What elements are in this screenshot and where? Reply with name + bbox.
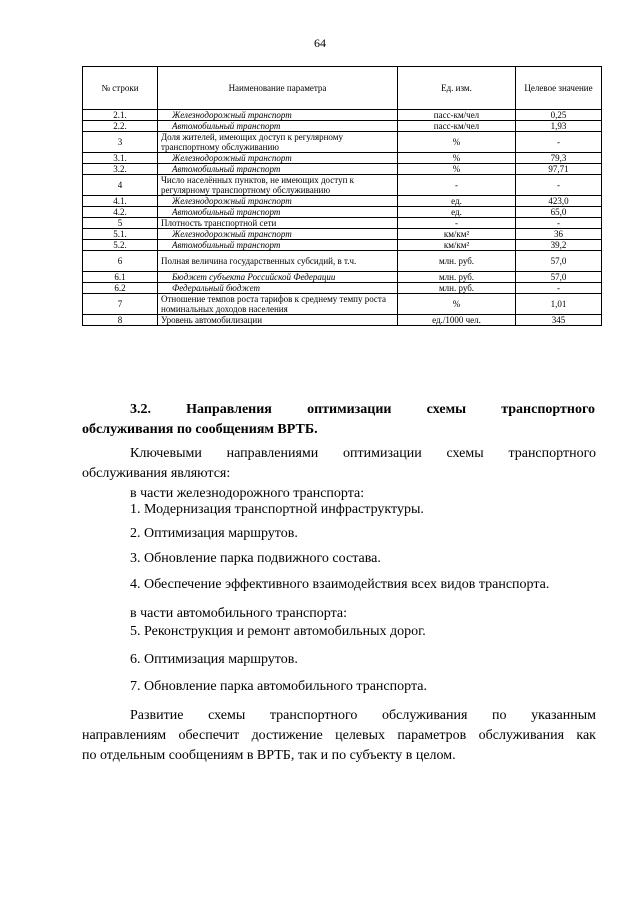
- table-header-row: [83, 67, 602, 110]
- word: схемы: [446, 446, 484, 461]
- parameter-name-cell: Отношение темпов роста тарифов к среднему темпу роста номинальных доходов населения: [158, 294, 398, 315]
- parameters-table: [82, 66, 602, 326]
- word: как: [576, 728, 596, 743]
- target-value-cell: 345: [516, 315, 602, 326]
- unit-cell: км/км²: [398, 229, 516, 240]
- parameter-name-cell: Полная величина государственных субсидий, в т.ч.: [158, 251, 398, 272]
- parameter-name-cell: Железнодорожный транспорт: [158, 110, 398, 121]
- unit-cell: пасс-км/чел: [398, 121, 516, 132]
- word: по: [492, 708, 507, 723]
- table-row: [83, 196, 602, 207]
- table-row: [83, 240, 602, 251]
- word: параметров: [397, 728, 467, 743]
- intro-paragraph: [82, 444, 596, 484]
- row-number-cell: 5.2.: [83, 240, 158, 251]
- parameter-name-cell: Уровень автомобилизации: [158, 315, 398, 326]
- word: схемы: [426, 402, 467, 417]
- row-number-cell: 3.2.: [83, 164, 158, 175]
- table-row: [83, 272, 602, 283]
- table-row: [83, 164, 602, 175]
- target-value-cell: 423,0: [516, 196, 602, 207]
- row-number-cell: 5.1.: [83, 229, 158, 240]
- intro-line2: обслуживания являются:: [82, 466, 231, 481]
- word: Развитие: [130, 708, 184, 723]
- word: схемы: [208, 708, 246, 723]
- row-number-cell: 4: [83, 175, 158, 196]
- row-number-cell: 4.1.: [83, 196, 158, 207]
- section-heading-line1: [130, 400, 595, 420]
- list-item-5: 5. Реконструкция и ремонт автомобильных дорог.: [130, 624, 426, 639]
- header-target-value: Целевое значение: [516, 67, 602, 110]
- parameter-name-cell: Железнодорожный транспорт: [158, 196, 398, 207]
- unit-cell: км/км²: [398, 240, 516, 251]
- list-item-2: 2. Оптимизация маршрутов.: [130, 526, 298, 541]
- unit-cell: ед./1000 чел.: [398, 315, 516, 326]
- unit-cell: -: [398, 218, 516, 229]
- parameter-name-cell: Железнодорожный транспорт: [158, 229, 398, 240]
- table-row: [83, 218, 602, 229]
- closing-line2: [82, 726, 596, 746]
- table-row: [83, 121, 602, 132]
- table-row: [83, 132, 602, 153]
- word: транспортного: [501, 402, 595, 417]
- row-number-cell: 3: [83, 132, 158, 153]
- parameter-name-cell: Федеральный бюджет: [158, 283, 398, 294]
- unit-cell: млн. руб.: [398, 283, 516, 294]
- unit-cell: %: [398, 294, 516, 315]
- target-value-cell: -: [516, 132, 602, 153]
- word: транспортного: [269, 708, 358, 723]
- table-row: [83, 283, 602, 294]
- table-row: [83, 315, 602, 326]
- section-heading-line2: обслуживания по сообщениям ВРТБ.: [82, 422, 318, 437]
- unit-cell: млн. руб.: [398, 251, 516, 272]
- target-value-cell: -: [516, 283, 602, 294]
- parameter-name-cell: Доля жителей, имеющих доступ к регулярному транспортному обслуживанию: [158, 132, 398, 153]
- target-value-cell: 1,93: [516, 121, 602, 132]
- row-number-cell: 6.2: [83, 283, 158, 294]
- unit-cell: пасс-км/чел: [398, 110, 516, 121]
- row-number-cell: 3.1.: [83, 153, 158, 164]
- word: обеспечит: [178, 728, 240, 743]
- target-value-cell: 0,25: [516, 110, 602, 121]
- rail-label: в части железнодорожного транспорта:: [130, 486, 365, 501]
- parameter-name-cell: Автомобильный транспорт: [158, 240, 398, 251]
- closing-paragraph: [82, 706, 596, 766]
- row-number-cell: 6.1: [83, 272, 158, 283]
- target-value-cell: 57,0: [516, 251, 602, 272]
- table-row: [83, 207, 602, 218]
- list-item-1: 1. Модернизация транспортной инфраструктуры.: [130, 502, 424, 517]
- parameter-name-cell: Автомобильный транспорт: [158, 164, 398, 175]
- closing-line3: по отдельным сообщениям в ВРТБ, так и по субъекту в целом.: [82, 748, 456, 763]
- unit-cell: млн. руб.: [398, 272, 516, 283]
- row-number-cell: 7: [83, 294, 158, 315]
- target-value-cell: -: [516, 175, 602, 196]
- word: Направления: [186, 402, 272, 417]
- word: указанным: [531, 708, 596, 723]
- table-row: [83, 251, 602, 272]
- header-row-number: № строки: [83, 67, 158, 110]
- word: направлениям: [82, 728, 167, 743]
- list-item-4: 4. Обеспечение эффективного взаимодействия всех видов транспорта.: [130, 577, 550, 592]
- list-item-6: 6. Оптимизация маршрутов.: [130, 652, 298, 667]
- target-value-cell: 65,0: [516, 207, 602, 218]
- word: направлениями: [226, 446, 319, 461]
- unit-cell: ед.: [398, 207, 516, 218]
- word: 3.2.: [130, 402, 151, 417]
- table-body: [83, 110, 602, 326]
- unit-cell: %: [398, 164, 516, 175]
- list-item-7: 7. Обновление парка автомобильного транспорта.: [130, 679, 427, 694]
- target-value-cell: 39,2: [516, 240, 602, 251]
- target-value-cell: 57,0: [516, 272, 602, 283]
- unit-cell: -: [398, 175, 516, 196]
- section-heading: [82, 400, 595, 440]
- table-row: [83, 229, 602, 240]
- table-row: [83, 175, 602, 196]
- closing-line1: [82, 706, 596, 726]
- row-number-cell: 2.1.: [83, 110, 158, 121]
- word: оптимизации: [307, 402, 392, 417]
- target-value-cell: 79,3: [516, 153, 602, 164]
- target-value-cell: 97,71: [516, 164, 602, 175]
- row-number-cell: 6: [83, 251, 158, 272]
- row-number-cell: 5: [83, 218, 158, 229]
- parameter-name-cell: Автомобильный транспорт: [158, 121, 398, 132]
- target-value-cell: 36: [516, 229, 602, 240]
- word: достижение: [251, 728, 323, 743]
- unit-cell: ед.: [398, 196, 516, 207]
- word: Ключевыми: [130, 446, 202, 461]
- row-number-cell: 8: [83, 315, 158, 326]
- row-number-cell: 2.2.: [83, 121, 158, 132]
- word: оптимизации: [343, 446, 422, 461]
- word: обслуживания: [478, 728, 565, 743]
- road-label: в части автомобильного транспорта:: [130, 606, 347, 621]
- unit-cell: %: [398, 153, 516, 164]
- list-item-3: 3. Обновление парка подвижного состава.: [130, 551, 381, 566]
- header-unit: Ед. изм.: [398, 67, 516, 110]
- table-row: [83, 294, 602, 315]
- parameter-name-cell: Железнодорожный транспорт: [158, 153, 398, 164]
- row-number-cell: 4.2.: [83, 207, 158, 218]
- target-value-cell: 1,01: [516, 294, 602, 315]
- header-parameter-name: Наименование параметра: [158, 67, 398, 110]
- unit-cell: %: [398, 132, 516, 153]
- target-value-cell: -: [516, 218, 602, 229]
- page-number: 64: [314, 36, 326, 50]
- table-row: [83, 153, 602, 164]
- parameter-name-cell: Плотность транспортной сети: [158, 218, 398, 229]
- parameter-name-cell: Автомобильный транспорт: [158, 207, 398, 218]
- table-row: [83, 110, 602, 121]
- word: транспортного: [508, 446, 596, 461]
- parameter-name-cell: Число населённых пунктов, не имеющих доступ к регулярному транспортному обслуживанию: [158, 175, 398, 196]
- parameter-name-cell: Бюджет субъекта Российской Федерации: [158, 272, 398, 283]
- intro-line1: [82, 444, 596, 464]
- word: целевых: [335, 728, 386, 743]
- word: обслуживания: [382, 708, 468, 723]
